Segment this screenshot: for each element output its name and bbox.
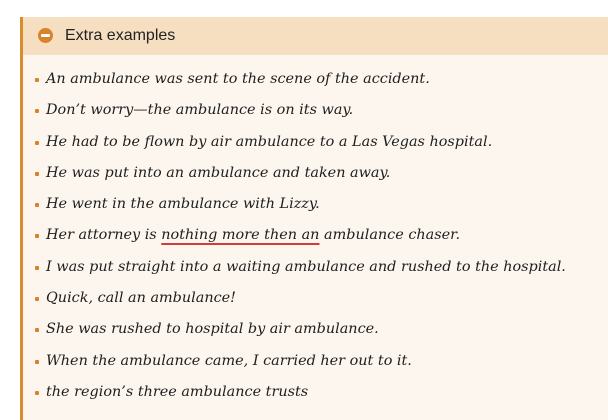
extra-examples-panel (20, 17, 608, 420)
bullet-icon (35, 234, 39, 238)
example-text: the region’s three ambulance trusts (46, 383, 309, 400)
panel-header[interactable] (23, 17, 608, 55)
list-item (23, 64, 608, 95)
example-list (23, 64, 608, 408)
example-text: He had to be flown by air ambulance to a Las Vegas hospital. (46, 133, 493, 150)
example-text: I was put straight into a waiting ambulance and rushed to the hospital. (46, 258, 566, 275)
example-text: Don’t worry—the ambulance is on its way. (46, 102, 354, 119)
list-item (23, 158, 608, 189)
list-item (23, 283, 608, 314)
example-text: An ambulance was sent to the scene of the accident. (46, 71, 430, 87)
bullet-icon (35, 360, 39, 364)
minus-circle-icon[interactable] (38, 28, 53, 43)
example-text: Her attorney is (46, 227, 162, 244)
bullet-icon (35, 78, 39, 82)
example-text: Quick, call an ambulance! (46, 290, 236, 307)
list-item (23, 252, 608, 283)
list-item (23, 220, 608, 251)
list-item (23, 127, 608, 158)
bullet-icon (35, 297, 39, 301)
example-text: She was rushed to hospital by air ambulance. (46, 321, 379, 338)
list-item (23, 95, 608, 126)
bullet-icon (35, 109, 39, 113)
example-text: When the ambulance came, I carried her out to it. (46, 352, 412, 369)
list-item (23, 189, 608, 220)
example-text-tail: ambulance chaser. (319, 227, 461, 244)
example-text: He was put into an ambulance and taken away. (46, 164, 391, 181)
bullet-icon (35, 266, 39, 270)
bullet-icon (35, 172, 39, 176)
panel-title: Extra examples (65, 27, 176, 44)
list-item (23, 377, 608, 408)
bullet-icon (35, 141, 39, 145)
bullet-icon (35, 328, 39, 332)
list-item (23, 314, 608, 345)
example-text: He went in the ambulance with Lizzy. (46, 196, 320, 213)
bullet-icon (35, 391, 39, 395)
list-item (23, 346, 608, 377)
spellcheck-flagged-text[interactable]: nothing more then an (161, 227, 320, 244)
bullet-icon (35, 203, 39, 207)
